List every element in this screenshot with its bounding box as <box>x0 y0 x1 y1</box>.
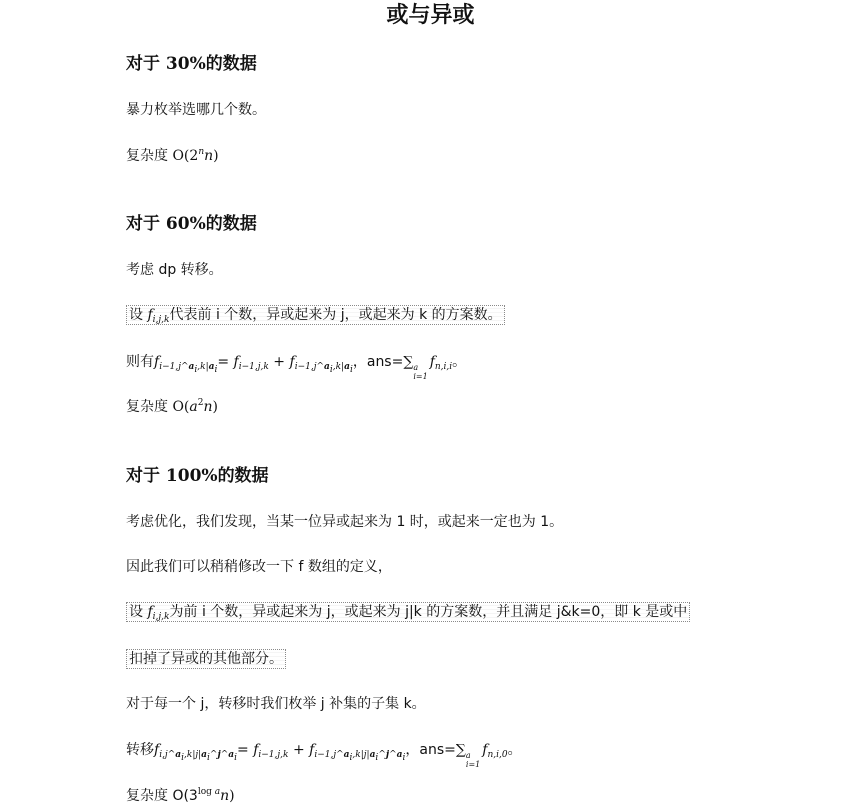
complexity-label: 复杂度 <box>126 399 173 415</box>
heading-prefix: 对于 <box>126 466 166 486</box>
def-prefix: 设 <box>129 604 148 620</box>
section-heading-100 <box>126 465 269 487</box>
transition-label: 则有 <box>126 354 154 370</box>
heading-percent: 60% <box>165 214 206 234</box>
heading-suffix: 的数据 <box>205 214 257 234</box>
document-title: 或与异或 <box>386 3 475 28</box>
definition-box: 设 $f_{i,j,k}$代表前 i 个数，异或起来为 j，或起来为 k 的方案数。 <box>126 305 505 325</box>
definition-100 <box>126 602 690 622</box>
definition-100-cont <box>126 649 286 669</box>
paragraph-redefine: 因此我们可以稍稍修改一下 f 数组的定义， <box>126 559 392 575</box>
heading-suffix: 的数据 <box>205 54 257 74</box>
paragraph-optimize: 考虑优化，我们发现，当某一位异或起来为 1 时，或起来一定也为 1。 <box>126 514 564 530</box>
section-heading-60 <box>126 213 257 235</box>
section-heading-30 <box>126 53 257 75</box>
transition-60: 则有$f_{i-1,j\^{}a_i,k|a_i}= f_{i-1,j,k} + f_{i-1,j\^{}a_i,k|a_i}$，ans=∑ a i=1 $f_{n,i,i}$。 <box>126 354 467 381</box>
transition-100: 转移$f_{i,j\^{}a_i,k|j|a_i\^{}j\^{}a_i}= f_{i-1,j,k} + f_{i-1,j\^{}a_i,k|j|a_i\^{}j\^{}a_i}$，ans=∑ a i=1 $f_{n,i,0}$。 <box>126 742 522 769</box>
def-prefix: 设 <box>129 307 148 323</box>
def-text: 代表前 i 个数，异或起来为 j，或起来为 k 的方案数。 <box>169 307 502 323</box>
paragraph-bruteforce: 暴力枚举选哪几个数。 <box>126 102 266 118</box>
def-continuation: 扣掉了异或的其他部分。 <box>126 649 286 669</box>
complexity-60: 复杂度 $O(a^2n)$ <box>126 398 218 415</box>
complexity-label: 复杂度 O(3 <box>126 788 198 804</box>
paragraph-dp: 考虑 dp 转移。 <box>126 262 223 278</box>
complexity-30: 复杂度 O(2$^n$n) <box>126 147 219 164</box>
heading-percent: 100% <box>165 466 218 486</box>
ans-label: ，ans= <box>405 742 456 758</box>
def-text: 为前 i 个数，异或起来为 j，或起来为 j|k 的方案数，并且满足 j&k=0，即 k 是或中 <box>169 604 688 620</box>
heading-prefix: 对于 <box>126 214 166 234</box>
complexity-100: 复杂度 $O(3^{log a}n)$ <box>126 787 235 804</box>
paragraph-enumerate: 对于每一个 j，转移时我们枚举 j 补集的子集 k。 <box>126 696 426 712</box>
definition-60 <box>126 305 505 325</box>
definition-box: 设 $f_{i,j,k}$为前 i 个数，异或起来为 j，或起来为 j|k 的方案数，并且满足 j&k=0，即 k 是或中 <box>126 602 690 622</box>
heading-prefix: 对于 <box>126 54 166 74</box>
heading-percent: 30% <box>165 54 206 74</box>
complexity-label: 复杂度 <box>126 148 173 164</box>
ans-label: ，ans= <box>352 354 404 370</box>
transition-label: 转移 <box>126 742 154 758</box>
heading-suffix: 的数据 <box>217 466 269 486</box>
